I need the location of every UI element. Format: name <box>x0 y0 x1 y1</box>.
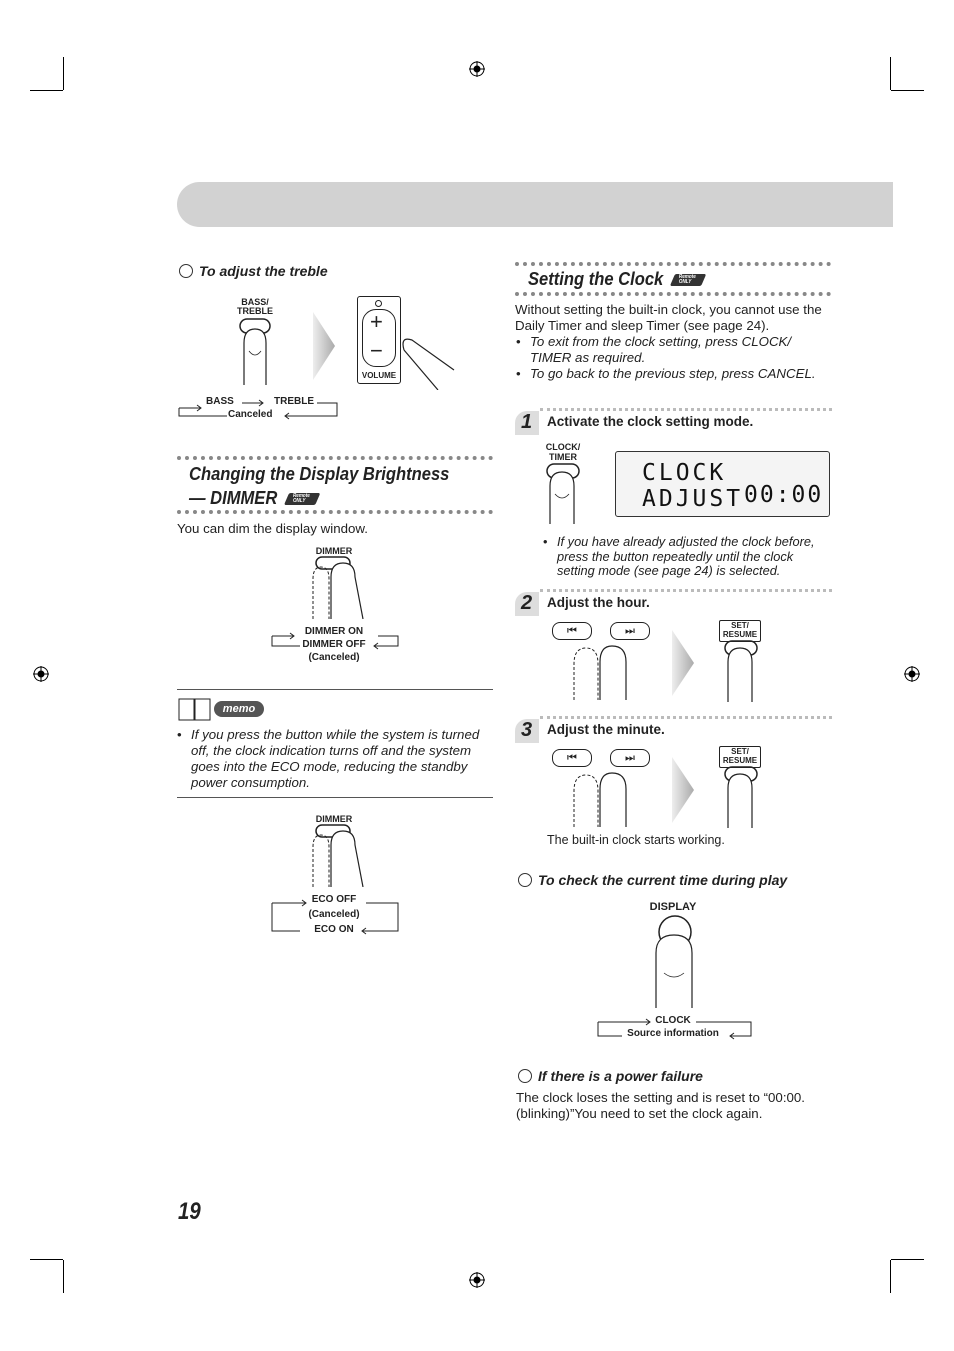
dimmer-title: Changing the Display Brightness <box>189 464 450 484</box>
check-time-subhead: To check the current time during play <box>518 872 787 888</box>
finger-press-icon <box>570 644 632 700</box>
registration-mark-icon <box>904 666 920 682</box>
finger-press-icon <box>570 771 632 827</box>
cycle-eco-off: ECO OFF <box>311 894 357 905</box>
clock-title: Setting the Clock Remote ONLY <box>528 269 704 290</box>
circle-bullet-icon <box>518 873 532 887</box>
remote-only-badge: Remote ONLY <box>670 274 706 286</box>
power-failure-subhead: If there is a power failure <box>518 1068 703 1084</box>
header-banner <box>177 182 893 227</box>
set-resume-button-label: SET/ RESUME <box>719 620 761 642</box>
set-resume-button-label: SET/ RESUME <box>719 746 761 768</box>
cycle-bass: BASS <box>206 396 234 407</box>
power-failure-text: The clock loses the setting and is reset to “00:00. (blinking)”You need to set the clock again. <box>516 1090 805 1121</box>
cycle-eco-on: ECO ON <box>314 924 354 935</box>
clock-bullet-1: • To exit from the clock setting, press CLOCK/ TIMER as required. <box>530 334 820 366</box>
clock-timer-button-label: CLOCK/ TIMER <box>545 442 581 462</box>
starts-working-text: The built-in clock starts working. <box>547 833 725 847</box>
memo-bottom-rule <box>177 797 493 798</box>
finger-press-icon <box>650 913 700 1008</box>
finger-press-icon <box>722 766 762 828</box>
registration-mark-icon <box>469 61 485 77</box>
lcd-line-2: 00:00 <box>744 482 824 508</box>
cycle-source-info: Source information <box>627 1028 719 1039</box>
memo-top-rule <box>177 689 493 690</box>
step-1-note: • If you have already adjusted the clock before, press the button repeatedly until the clock setting mode (see page 24) is selected. <box>557 535 833 579</box>
clock-intro: Without setting the built-in clock, you cannot use the Daily Timer and sleep Timer (see page 24). <box>515 302 822 333</box>
clock-bullet-2: • To go back to the previous step, press CANCEL. <box>530 366 820 382</box>
cycle-dimmer-off: DIMMER OFF <box>302 639 366 650</box>
lcd-display <box>615 451 830 517</box>
finger-press-icon <box>305 823 367 887</box>
lcd-line-1: CLOCK ADJUST <box>642 460 744 512</box>
step-2-text: Adjust the hour. <box>547 595 650 610</box>
step-3-text: Adjust the minute. <box>547 722 665 737</box>
finger-press-icon <box>236 315 276 385</box>
cycle-dimmer-on: DIMMER ON <box>304 626 364 637</box>
arrow-right-icon <box>672 630 694 696</box>
volume-control[interactable]: + − VOLUME <box>357 296 401 384</box>
remote-only-badge: Remote ONLY <box>284 493 320 505</box>
dimmer-intro: You can dim the display window. <box>177 521 368 536</box>
next-button[interactable]: ⏭ <box>610 622 650 640</box>
arrow-right-icon <box>313 312 335 380</box>
step-1-marker: 1 <box>515 411 539 435</box>
step-2-marker: 2 <box>515 592 539 616</box>
prev-button[interactable]: ⏮ <box>552 622 592 640</box>
registration-mark-icon <box>469 1272 485 1288</box>
cycle-canceled: (Canceled) <box>308 909 360 920</box>
cycle-canceled: (Canceled) <box>308 652 360 663</box>
volume-label: VOLUME <box>361 371 397 380</box>
next-button[interactable]: ⏭ <box>610 749 650 767</box>
memo-bullet: • If you press the button while the system is turned off, the clock indication turns off and the system goes into the ECO mode, reducing the standby power consumption. <box>191 727 491 791</box>
arrow-right-icon <box>672 757 694 823</box>
finger-press-icon <box>305 555 367 619</box>
circle-bullet-icon <box>179 264 193 278</box>
page-number: 19 <box>178 1198 201 1225</box>
step-1-text: Activate the clock setting mode. <box>547 414 754 429</box>
memo-badge: memo <box>214 701 264 717</box>
cycle-canceled: Canceled <box>228 409 273 420</box>
dimmer-button-label: DIMMER <box>315 546 353 556</box>
finger-press-icon <box>722 640 762 702</box>
treble-subhead: To adjust the treble <box>179 263 328 279</box>
circle-bullet-icon <box>518 1069 532 1083</box>
prev-button[interactable]: ⏮ <box>552 749 592 767</box>
cycle-clock: CLOCK <box>655 1015 691 1026</box>
dimmer-title-line2: — DIMMER Remote ONLY <box>189 488 318 509</box>
step-3-marker: 3 <box>515 719 539 743</box>
finger-press-icon <box>544 462 584 524</box>
book-icon <box>178 698 212 722</box>
registration-mark-icon <box>33 666 49 682</box>
cycle-treble: TREBLE <box>274 396 314 407</box>
dimmer-button-label: DIMMER <box>315 814 353 824</box>
bass-treble-button-label: BASS/ TREBLE <box>237 297 273 316</box>
display-button-label: DISPLAY <box>649 901 697 913</box>
finger-press-icon <box>398 330 458 390</box>
